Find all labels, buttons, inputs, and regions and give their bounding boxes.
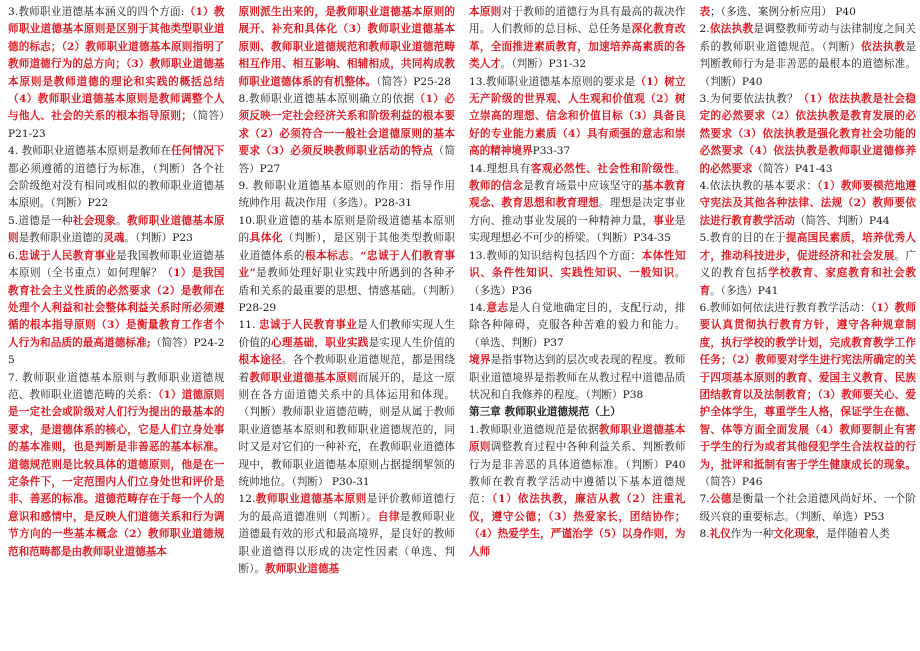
highlighted-text: 事业 [653, 214, 675, 227]
highlighted-text: 依法执教 [860, 40, 906, 53]
highlighted-text: 本体性知识、条件性知识、实践性知识、一般知识 [469, 249, 686, 280]
body-text: 都必须遵循的道德行为标准，（判断）各个社会阶级绝对没有相同或相似的教师职业道德基本原则。（判断）P22 [8, 162, 225, 210]
paragraph [469, 404, 686, 421]
highlighted-text: 教师职业道德基本原则 [249, 371, 358, 384]
body-text: 。各个教师职业道德规范，都是围绕着 [238, 354, 455, 384]
paragraph [239, 91, 456, 178]
highlighted-text: （1）道德原则是一定社会或阶级对人们行为提出的最基本的要求，是道德体系的核心，它是人们立身处事的基本准则，也是判断是非善恶的基本标准。道德规范则是比较具体的道德原则，他是在一定条件下，一定范围内人们立身处世和评价是非、善恶的标准。道德范畴存在于每一个人的意识和感情中，是反映人们道德关系和行为调节方向的一些基本概念（2）教师职业道德规范和范畴都是由教师职业道德基本 [8, 388, 225, 558]
body-text: 10.职业道德的基本原则是阶级道德基本原则的 [238, 214, 455, 245]
highlighted-text: 本原则 [469, 6, 502, 18]
highlighted-text: 教师职业道德基本原则 [8, 214, 225, 245]
highlighted-text: 客观必然性、社会性和阶级性 [530, 162, 675, 175]
highlighted-text: 礼仪 [709, 528, 731, 541]
body-text: 4. 教师职业道德基本原则是教师在 [8, 145, 172, 158]
highlighted-text: 境界 [469, 354, 491, 367]
highlighted-text: （1）教师要模范地遵守宪法及其他各种法律、法规（2）教师要依法进行教育教学活动 [699, 180, 916, 227]
body-text: 是实现理想必不可少的桥梁。（判断）P34-35 [469, 214, 686, 245]
highlighted-text: 社会现象 [72, 214, 117, 227]
body-text: 作为一种 [730, 528, 774, 541]
body-text: 6. [8, 249, 19, 262]
highlighted-text: 心理基础 [271, 336, 315, 349]
highlighted-text: 忠诚于人民教育事业 [18, 249, 117, 262]
paragraph [700, 4, 917, 21]
highlighted-text: 教师职业道德基本原则 [255, 493, 367, 506]
highlighted-text: （1）依法执教，廉洁从教（2）注重礼仪，遵守公德；（3）热爱家长，团结协作；（4）热爱学生，严谨治学（5）以身作则，为人师 [469, 493, 686, 558]
highlighted-text: 基本教育观念、教育思想和教育理想 [469, 180, 686, 210]
body-text: 是我国教师职业道德基本原则（全书重点）如何理解？ [8, 249, 225, 280]
highlighted-text: 深化教育改革，全面推进素质教育，加速培养高素质的各类人才 [469, 23, 686, 71]
body-text: 是调整教师劳动与法律制度之间关系的教师职业道德规范。（判断） [699, 23, 916, 53]
body-text: 是评价教师道德行为的最高道德准则（判断）。 [238, 493, 455, 523]
body-text: 而展开的，是这一原则在各方面道德关系中的具体运用和体现。（判断）教师职业道德范畴，则是从属于教师职业道德基本原则和教师职业道德规范的，同时又是对它们的一种补充，在教师职业道德体现中，教师职业道德基本原则占据提纲挈领的统帅地位。（判断） P30-31 [238, 371, 455, 488]
paragraph [469, 4, 686, 74]
highlighted-text: 教师职业道德基 [264, 563, 340, 575]
highlighted-text: 原则派生出来的，是教师职业道德基本原则的展开、补充和具体化（3）教师职业道德基本原则、教师职业道德规范和教师职业道德范畴相互作用、相互影响、相辅相成，共同构成教师职业道德体系的有机整体。 [238, 6, 455, 88]
body-text: 是实现人生价值的 [368, 336, 455, 349]
body-text: 。（多选）P36 [469, 267, 686, 297]
paragraph [239, 178, 456, 213]
body-text: 12. [238, 493, 256, 506]
highlighted-text: 学校教育、家庭教育和社会教育 [699, 267, 916, 297]
highlighted-text: 忠诚于人民教育事业 [259, 319, 358, 332]
text-column-2 [239, 4, 456, 651]
body-text: （简答）P25-28 [376, 75, 451, 88]
paragraph [239, 317, 456, 491]
body-text: 是人们教师实现人生价值的 [238, 319, 455, 349]
paragraph [469, 300, 686, 352]
paragraph [239, 4, 456, 91]
body-text: 3.教师职业道德基本涵义的四个方面: [8, 6, 185, 18]
paragraph [700, 21, 917, 91]
body-text: ；（多选、案例分析应用） P40 [710, 6, 856, 18]
paragraph [700, 230, 917, 300]
highlighted-text: （1）树立无产阶级的世界观、人生观和价值观（2）树立崇高的理想、信念和价值目标（3）具备良好的专业能力素质（4）具有顽强的意志和崇高的精神境界 [469, 75, 686, 158]
body-text: （简答）P41-43 [752, 162, 833, 175]
body-text: 8. [699, 528, 710, 541]
body-text: 8.教师职业道德基本原则确立的依据 [238, 93, 415, 106]
body-text: 。广义的教育包括 [699, 249, 916, 280]
highlighted-text: 提高国民素质，培养优秀人才，推动科技进步，促进经济和社会发展 [699, 232, 916, 262]
body-text: 9. 教师职业道德基本原则的作用：指导作用 统帅作用 裁决作用（多选）。P28-31 [238, 180, 455, 210]
highlighted-text: 教师的信念 [469, 180, 524, 193]
text-column-1 [8, 4, 225, 651]
body-text: 3.为何要依法执教？ [699, 93, 799, 106]
text-column-4 [700, 4, 917, 651]
body-text: 是教师处理好职业实践中所遇到的各种矛盾和关系的最重要的思想、情感基础。（判断）P28-29 [238, 267, 455, 314]
paragraph [700, 526, 917, 543]
highlighted-text: 职业实践 [325, 336, 369, 349]
body-text: 是教师职业道德最有效的形式和最高境界，是良好的教师职业道德得以形成的决定性因素（单选、判断）。 [238, 510, 455, 575]
paragraph [8, 370, 225, 561]
body-text: （简答、判断）P44 [794, 214, 890, 227]
highlighted-text: （1）是我国教育社会主义性质的必然要求（2）是教师在处理个人利益和社会整体利益关系时所必须遵循的根本指导原则（3）是衡量教育工作者个人行为和品质的最高道德标准; [8, 267, 225, 349]
body-text: 。 [674, 162, 686, 175]
body-text: 是判断教师行为是非善恶的最根本的道德标准。（判断）P40 [699, 40, 916, 88]
highlighted-text: 意志 [485, 301, 509, 314]
paragraph [469, 248, 686, 300]
body-text: 。（判断）P31-32 [500, 58, 587, 71]
highlighted-text: （1）依法执教是社会稳定的必然要求（2）依法执教是教育发展的必然要求（3）依法执教是强化教育社会功能的必然要求（4）依法执教是教师职业道德修养的必然要求 [699, 93, 916, 175]
body-text: 7. 教师职业道德基本原则与教师职业道德规范、教师职业道德范畴的关系： [8, 371, 225, 401]
highlighted-text: （1）教师职业道德基本原则是区别于其他类型职业道德的标志；（2）教师职业道德基本原则指明了教师道德行为的总方向；（3）教师职业道德基本原则是教师道德的理论和实践的概括总结（4）教师职业道德基本原则是教师调整个人与他人、社会的关系的根本指导原则； [8, 6, 225, 123]
body-text: ，是伴随着人类 [815, 528, 890, 541]
body-text: 11. [238, 319, 260, 332]
body-text: 。（多选）P41 [710, 284, 779, 297]
highlighted-text: 任何情况下 [171, 145, 225, 158]
body-text: （判断），是区别于其他类型教师职业道德体系的 [238, 232, 455, 262]
paragraph [700, 491, 917, 526]
highlighted-text: 灵魂 [103, 232, 125, 245]
highlighted-text: 自律 [377, 510, 400, 523]
body-text: 13.教师职业道德基本原则的要求是 [469, 75, 636, 88]
paragraph [469, 74, 686, 161]
paragraph [700, 178, 917, 230]
body-text: 1.教师职业道德规范是依据 [469, 423, 599, 436]
body-text: 是教师职业道德的 [18, 232, 104, 245]
highlighted-text: 表 [699, 6, 711, 18]
highlighted-text: “忠诚于人们教育事业” [238, 249, 455, 280]
body-text: 。 [116, 214, 128, 227]
paragraph [700, 91, 917, 178]
paragraph [469, 422, 686, 561]
body-text: 5.道德是一种 [8, 214, 73, 227]
highlighted-text: 根本途径 [238, 354, 282, 367]
body-text: ， [314, 336, 326, 349]
highlighted-text: （1）教师要认真贯彻执行教育方针，遵守各种规章制度，执行学校的教学计划，完成教育教学工作任务；（2）教师要对学生进行宪法所确定的关于四项基本原则的教育、爱国主义教育、民族团结教育以及法制教育；（3）教师要关心、爱护全体学生，尊重学生人格，保证学生在德、智、体等方面全面发展（4）教师要制止有害于学生的行为或者其他侵犯学生合法权益的行为，批评和抵制有害于学生健康成长的现象。 [699, 301, 916, 471]
highlighted-text: 根本标志 [304, 249, 350, 262]
body-text: （简答）P21-23 [8, 110, 225, 140]
paragraph [8, 4, 225, 143]
body-text: 。理想是决定事业方向、推动事业发展的一种精神力量， [469, 197, 686, 227]
highlighted-text: （1）必须反映一定社会经济关系和阶级利益的根本要求（2）必须符合一一般社会道德原则的基本要求（3）必须反映教师职业活动的特点 [238, 93, 455, 158]
body-text: （简答）P27 [238, 145, 455, 175]
highlighted-text: 公德 [709, 493, 732, 506]
body-text: 14.理想具有 [469, 162, 531, 175]
paragraph [239, 213, 456, 317]
highlighted-text: 具体化 [249, 232, 283, 245]
body-text: 。（判断）P23 [124, 232, 193, 245]
body-text: 是衡量一个社会道德风尚好坏、一个阶级兴衰的重要标志。（判断、单选）P53 [699, 493, 916, 523]
body-text: 5.教育的目的在于 [699, 232, 786, 245]
body-text: 2. [699, 23, 710, 36]
paragraph [8, 248, 225, 370]
paragraph [469, 352, 686, 404]
body-text: 7. [699, 493, 710, 506]
body-text: 13.教师的知识结构包括四个方面： [469, 249, 642, 262]
body-text: 是人自觉地确定目的，支配行动，排除各种障碍，克服各种苦难的毅力和能力。（单选、判断）P37 [469, 301, 686, 349]
paragraph [8, 213, 225, 248]
body-text: 4.依法执教的基本要求： [699, 180, 818, 193]
body-text: 是教育场景中应该坚守的 [523, 180, 643, 193]
body-text: 是指事物达到的层次或表现的程度。教师职业道德境界是指教师在从教过程中道德品质状况和自我修养的程度。（判断）P38 [469, 354, 686, 401]
highlighted-text: 教师职业道德基本原则 [469, 423, 686, 454]
body-text: 调整教育过程中各种利益关系、判断教师行为是非善恶的具体道德标准。（判断）P40 教师在教育教学活动中遵循以下基本道德规范： [469, 441, 686, 506]
highlighted-text: 文化现象 [773, 528, 816, 541]
body-text: （简答）P24-25 [8, 336, 225, 367]
highlighted-text: 依法执教 [709, 23, 754, 36]
body-text: （简答）P46 [699, 475, 763, 488]
paragraph [239, 491, 456, 578]
paragraph [700, 300, 917, 491]
body-text: 6.教师如何依法进行教育教学活动： [699, 301, 871, 314]
chapter-heading: 第三章 教师职业道德规范（上） [469, 406, 621, 419]
body-text: 14. [469, 301, 486, 314]
body-text: 。 [349, 249, 361, 262]
body-text: 对于教师的道德行为具有最高的裁决作用。人们教师的总目标、总任务是 [469, 6, 686, 36]
paragraph [8, 143, 225, 213]
text-column-3 [469, 4, 686, 651]
paragraph [469, 161, 686, 248]
body-text: P33-37 [532, 145, 571, 158]
